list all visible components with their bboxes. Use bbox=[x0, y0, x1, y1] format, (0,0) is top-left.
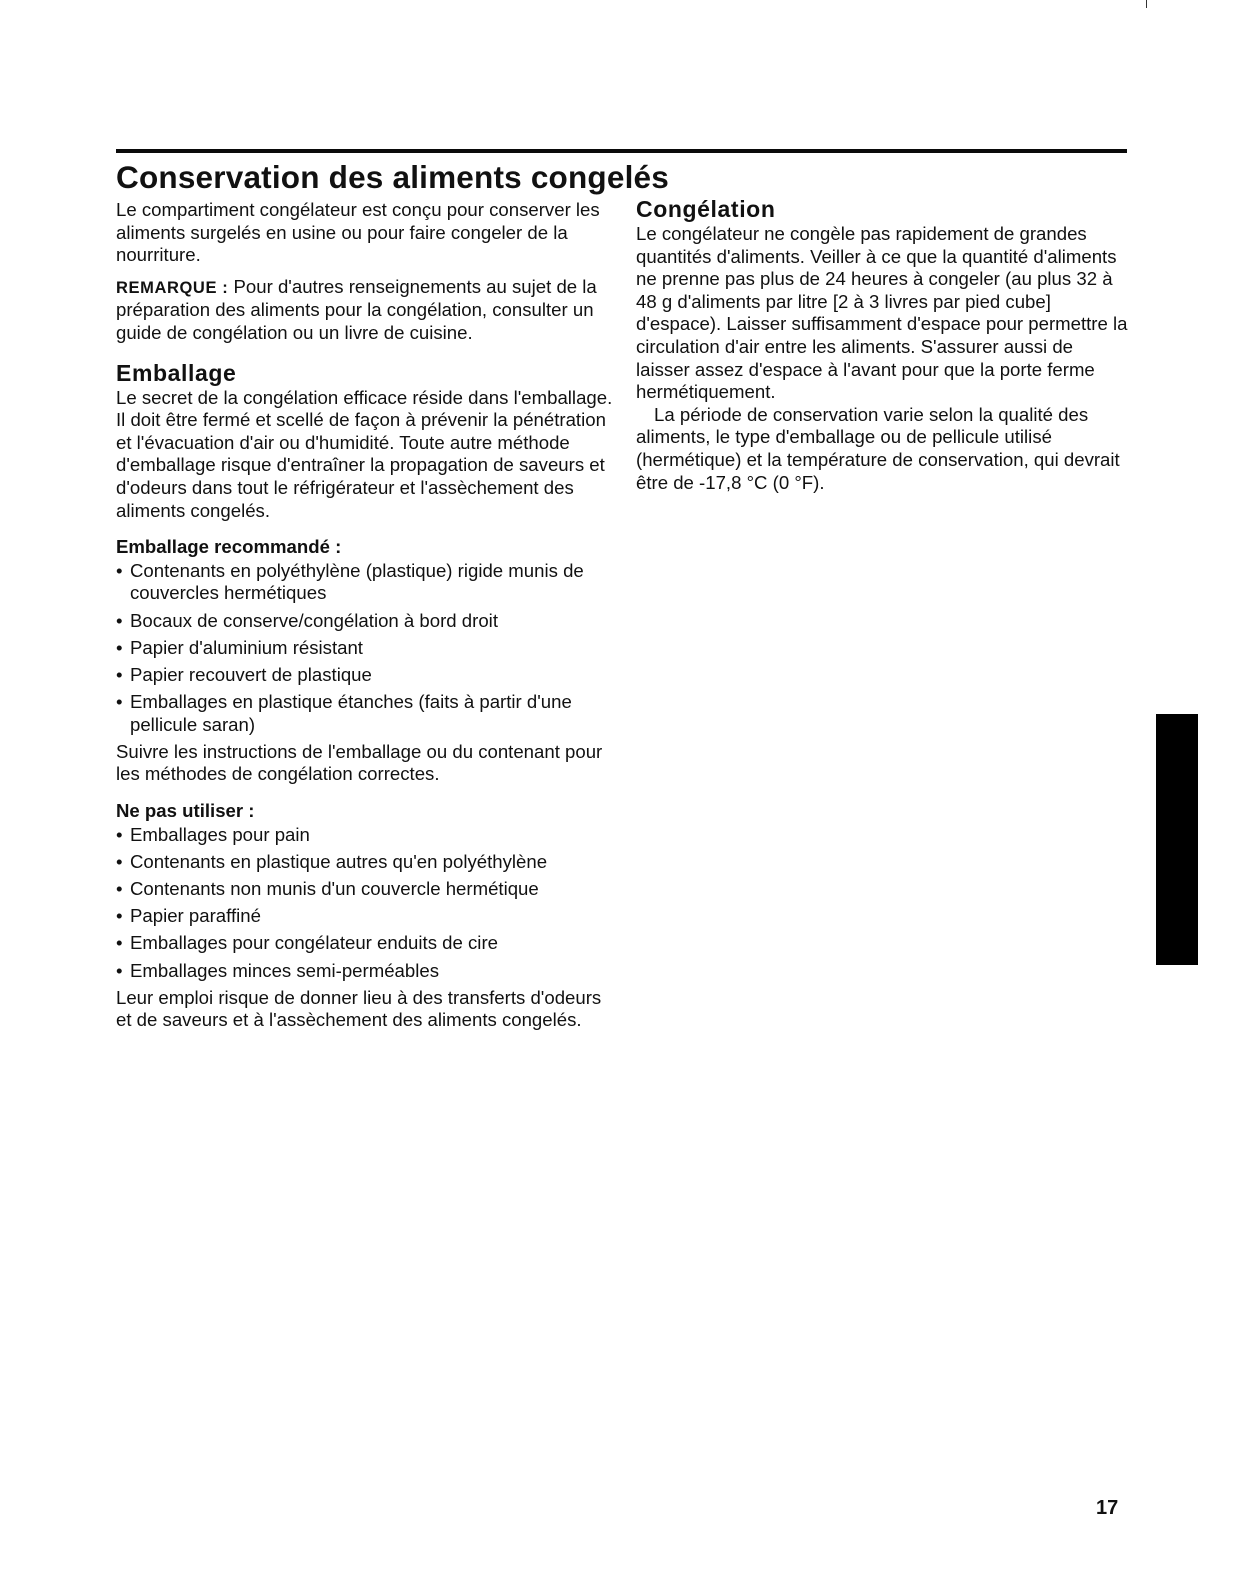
recommended-list bbox=[116, 560, 614, 737]
list-item: • Contenants en plastique autres qu'en polyéthylène bbox=[116, 851, 614, 874]
list-item: • Papier paraffiné bbox=[116, 905, 614, 928]
section-thumb-tab bbox=[1156, 714, 1198, 965]
page-title: Conservation des aliments congelés bbox=[116, 159, 669, 195]
list-item: • Papier recouvert de plastique bbox=[116, 664, 614, 687]
freezing-paragraph-1: Le congélateur ne congèle pas rapidement de grandes quantités d'aliments. Veiller à ce que la quantité d'aliments ne prenne pas plus de 24 heures à congeler (au plus 32 à 48 g d'aliments par litre [2 à 3 livres par pied cube] d'espace). Laisser suffisamment d'espace pour permettre la circulation d'air entre les aliments. S'assurer aussi de laisser assez d'espace à l'avant pour que la porte ferme hermétiquement. bbox=[636, 223, 1128, 403]
note-label: REMARQUE : bbox=[116, 278, 229, 297]
recommended-after-paragraph: Suivre les instructions de l'emballage ou du contenant pour les méthodes de congélation correctes. bbox=[116, 740, 603, 785]
intro-paragraph: Le compartiment congélateur est conçu pour conserver les aliments surgelés en usine ou pour faire congeler de la nourriture. bbox=[116, 199, 600, 266]
avoid-after-paragraph: Leur emploi risque de donner lieu à des transferts d'odeurs et de saveurs et à l'assèchement des aliments congelés. bbox=[116, 986, 602, 1031]
list-item: • Contenants en polyéthylène (plastique) rigide munis de couvercles hermétiques bbox=[116, 560, 614, 605]
packaging-paragraph: Le secret de la congélation efficace réside dans l'emballage. Il doit être fermé et scellé de façon à prévenir la pénétration et l'évacuation d'air ou d'humidité. Toute autre méthode d'emballage risque d'entraîner la propagation de saveurs et d'odeurs dans tout le réfrigérateur et l'assèchement des aliments congelés. bbox=[116, 386, 613, 521]
freezing-heading: Congélation bbox=[636, 196, 776, 222]
title-rule bbox=[116, 149, 1127, 153]
right-column bbox=[636, 195, 1128, 494]
recommended-heading: Emballage recommandé : bbox=[116, 536, 342, 558]
left-column bbox=[116, 199, 614, 1032]
packaging-heading: Emballage bbox=[116, 359, 237, 386]
list-item: • Emballages pour pain bbox=[116, 824, 614, 847]
corner-crop-mark bbox=[1146, 0, 1147, 8]
avoid-heading: Ne pas utiliser : bbox=[116, 800, 255, 822]
page-number: 17 bbox=[1096, 1497, 1119, 1519]
list-item: • Papier d'aluminium résistant bbox=[116, 637, 614, 660]
note-paragraph bbox=[116, 276, 614, 345]
list-item: • Emballages minces semi-perméables bbox=[116, 960, 614, 983]
list-item: • Emballages pour congélateur enduits de cire bbox=[116, 932, 614, 955]
list-item: • Contenants non munis d'un couvercle hermétique bbox=[116, 878, 614, 901]
list-item: • Bocaux de conserve/congélation à bord droit bbox=[116, 610, 614, 633]
note-text: Pour d'autres renseignements au sujet de la préparation des aliments pour la congélation, consulter un guide de congélation ou un livre de cuisine. bbox=[116, 275, 597, 343]
avoid-list bbox=[116, 824, 614, 983]
list-item: • Emballages en plastique étanches (faits à partir d'une pellicule saran) bbox=[116, 691, 614, 736]
freezing-paragraph-2: La période de conservation varie selon la qualité des aliments, le type d'emballage ou de pellicule utilisé (hermétique) et la température de conservation, qui devrait être de -17,8 °C (0 °F). bbox=[636, 403, 1120, 493]
